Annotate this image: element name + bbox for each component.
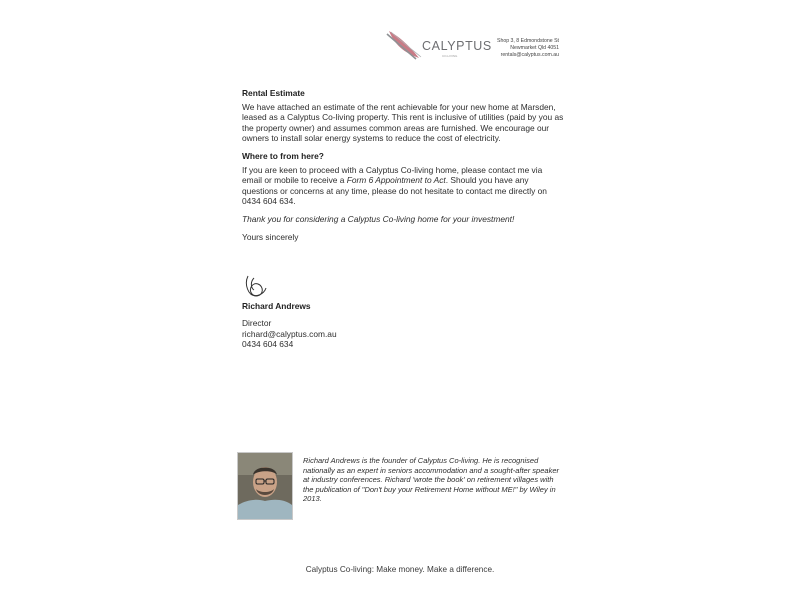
founder-portrait-icon: [238, 453, 292, 519]
signature-icon: [242, 272, 270, 302]
paragraph-estimate: We have attached an estimate of the rent achievable for your new home at Marsden, leased as a Calyptus Co-living property. This rent is inclusive of utilities (paid by you as the property owner) and assumes common areas are furnished. We encourage our owners to install solar energy systems to reduce the cost of electricity.: [242, 101, 564, 144]
closing-line: Yours sincerely: [242, 231, 299, 242]
signatory-email: richard@calyptus.com.au: [242, 328, 337, 339]
letter-body: [242, 88, 564, 242]
signatory-details: [242, 318, 337, 350]
founder-bio: Richard Andrews is the founder of Calyptus Co-living. He is recognised nationally as an expert in seniors accommodation and a sought-after speaker at industry conferences. Richard 'wrote the book' on retirement villages with the publication of "Don't buy your Retirement Home without ME!" by Wiley in 2013.: [303, 456, 559, 504]
paragraph-next-steps: [242, 165, 564, 207]
signatory-name: Richard Andrews: [242, 301, 311, 311]
logo-subtitle: CO-LIVING: [442, 54, 458, 58]
next-steps-text-a: If you are keen to proceed with a Calyptus Co-living home, please contact me via email or mobile to receive a: [242, 164, 543, 186]
address-line: Newmarket Qld 4051: [510, 44, 559, 51]
next-steps-text-b: . Should you have any questions or concerns at any time, please do not hesitate to contact me directly on 0434 604 634.: [242, 175, 547, 207]
leaf-logo-icon: [386, 28, 426, 62]
thank-you-line: Thank you for considering a Calyptus Co-living home for your investment!: [242, 213, 515, 224]
calyptus-logo: [386, 28, 492, 62]
address-line: Shop 3, 8 Edmondstone St: [496, 38, 559, 44]
signatory-phone: 0434 604 634: [242, 339, 294, 350]
address-email: rentals@calyptus.com.au: [500, 51, 559, 58]
company-address: [497, 38, 559, 58]
form6-reference: Form 6 Appointment to Act: [346, 175, 446, 186]
founder-photo: [237, 452, 293, 520]
footer-tagline: Calyptus Co-living: Make money. Make a difference.: [305, 565, 495, 574]
signatory-title: Director: [242, 318, 272, 328]
logo-wordmark: CALYPTUS: [422, 39, 492, 53]
heading-where-to: Where to from here?: [242, 150, 324, 161]
heading-rental-estimate: Rental Estimate: [242, 88, 305, 98]
